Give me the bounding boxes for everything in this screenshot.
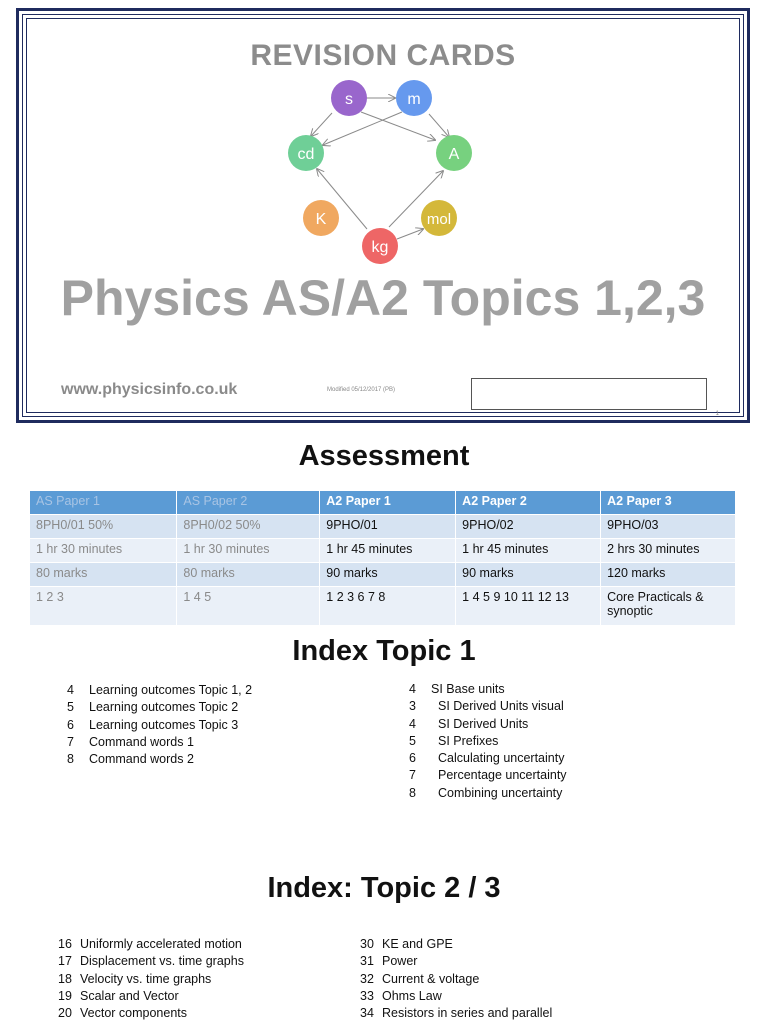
unit-a-label: A xyxy=(448,146,460,163)
page-ref: 8 xyxy=(67,752,74,767)
item-label: Command words 2 xyxy=(89,752,194,767)
page-number: 1 xyxy=(715,411,719,417)
index-topic-2-3-right-list xyxy=(360,936,552,1022)
list-item xyxy=(58,971,244,988)
list-item xyxy=(409,750,567,767)
item-label: Uniformly accelerated motion xyxy=(80,937,242,951)
table-cell: 80 marks xyxy=(30,563,177,587)
page-ref: 33 xyxy=(360,988,374,1003)
arrow-m-cd xyxy=(323,112,402,145)
table-cell: 80 marks xyxy=(177,563,320,587)
item-label: Command words 1 xyxy=(89,734,194,749)
item-label: Learning outcomes Topic 2 xyxy=(89,700,239,715)
table-cell: 1 4 5 9 10 11 12 13 xyxy=(456,587,601,626)
table-row xyxy=(30,587,736,626)
table-row xyxy=(30,563,736,587)
list-item xyxy=(67,734,252,751)
unit-m-label: m xyxy=(407,91,421,108)
list-item xyxy=(409,785,567,802)
page-ref: 7 xyxy=(67,734,74,749)
modified-date: Modified 05/12/2017 (PB) xyxy=(327,387,396,393)
index-topic-1-right-list xyxy=(409,681,567,802)
list-item xyxy=(409,716,567,733)
unit-cd-label: cd xyxy=(297,146,315,163)
item-label: Power xyxy=(382,954,418,969)
list-item xyxy=(360,988,552,1005)
table-cell: 8PH0/01 50% xyxy=(30,515,177,539)
table-cell: 90 marks xyxy=(456,563,601,587)
table-row xyxy=(30,539,736,563)
unit-s-node xyxy=(331,80,367,116)
item-label: Velocity vs. time graphs xyxy=(80,971,212,986)
page-ref: 20 xyxy=(58,1006,72,1021)
index-topic-1-heading: Index Topic 1 xyxy=(292,635,476,667)
column-header: A2 Paper 3 xyxy=(601,491,736,515)
column-header: A2 Paper 2 xyxy=(456,491,601,515)
list-item xyxy=(67,717,252,734)
table-cell: 1 hr 30 minutes xyxy=(30,539,177,563)
index-topic-1-left-list xyxy=(67,682,252,768)
item-label: Percentage uncertainty xyxy=(438,768,567,783)
unit-m-node xyxy=(396,80,432,116)
item-label: Learning outcomes Topic 3 xyxy=(89,717,239,732)
list-item xyxy=(67,699,252,716)
page-ref: 7 xyxy=(409,768,416,783)
page-ref: 32 xyxy=(360,971,374,986)
page-ref: 3 xyxy=(409,699,416,714)
item-label: Current & voltage xyxy=(382,971,480,986)
unit-k-node xyxy=(303,200,339,236)
arrow-m-a xyxy=(429,114,449,137)
cover-card xyxy=(16,8,750,423)
table-cell: 1 4 5 xyxy=(177,587,320,626)
cover-border xyxy=(22,14,744,417)
item-label: Vector components xyxy=(80,1006,188,1021)
table-cell: 1 hr 45 minutes xyxy=(456,539,601,563)
page-ref: 6 xyxy=(409,751,416,766)
column-header: AS Paper 2 xyxy=(177,491,320,515)
page-ref: 34 xyxy=(360,1006,374,1021)
page-ref: 4 xyxy=(409,682,416,696)
table-cell: 8PH0/02 50% xyxy=(177,515,320,539)
si-base-units-diagram xyxy=(27,19,749,414)
page-ref: 19 xyxy=(58,988,72,1003)
table-cell: 9PHO/01 xyxy=(320,515,456,539)
cover-content xyxy=(26,18,740,417)
list-item xyxy=(360,1005,552,1022)
list-item xyxy=(58,1005,244,1022)
revision-cards-title: REVISION CARDS xyxy=(250,39,516,72)
page-ref: 16 xyxy=(58,937,72,951)
list-item xyxy=(67,751,252,768)
page-ref: 30 xyxy=(360,937,374,951)
arrow-s-a xyxy=(361,112,435,140)
list-item xyxy=(409,767,567,784)
page-ref: 31 xyxy=(360,954,374,969)
page-ref: 18 xyxy=(58,971,72,986)
item-label: SI Prefixes xyxy=(438,733,499,748)
page-ref: 8 xyxy=(409,785,416,800)
page-ref: 4 xyxy=(67,683,74,697)
table-cell: 1 hr 45 minutes xyxy=(320,539,456,563)
assessment-table xyxy=(30,491,736,626)
assessment-heading: Assessment xyxy=(298,440,470,472)
index-topic-2-3-heading: Index: Topic 2 / 3 xyxy=(267,872,501,904)
table-cell: 1 2 3 6 7 8 xyxy=(320,587,456,626)
arrow-kg-mol xyxy=(397,229,423,239)
page-ref: 17 xyxy=(58,954,72,969)
table-cell: 9PHO/02 xyxy=(456,515,601,539)
item-label: SI Derived Units visual xyxy=(438,699,564,714)
item-label: Ohms Law xyxy=(382,988,442,1003)
table-header-row xyxy=(30,491,736,515)
website-label: www.physicsinfo.co.uk xyxy=(61,381,238,398)
item-label: SI Derived Units xyxy=(438,716,529,731)
unit-k-label: K xyxy=(315,211,327,228)
table-cell: 2 hrs 30 minutes xyxy=(601,539,736,563)
list-item xyxy=(409,733,567,750)
arrow-s-cd xyxy=(311,113,332,136)
list-item xyxy=(360,936,552,953)
list-item xyxy=(409,681,567,698)
page-ref: 5 xyxy=(67,700,74,715)
unit-s-label: s xyxy=(345,91,353,108)
unit-mol-node xyxy=(421,200,457,236)
list-item xyxy=(360,971,552,988)
table-row xyxy=(30,515,736,539)
unit-mol-label: mol xyxy=(426,211,452,228)
page-ref: 5 xyxy=(409,733,416,748)
unit-kg-label: kg xyxy=(371,239,389,256)
list-item xyxy=(360,953,552,970)
item-label: Combining uncertainty xyxy=(438,785,563,800)
table-cell: 120 marks xyxy=(601,563,736,587)
item-label: SI Base units xyxy=(431,682,505,696)
unit-a-node xyxy=(436,135,472,171)
main-title: Physics AS/A2 Topics 1,2,3 xyxy=(60,270,706,326)
unit-kg-node xyxy=(362,228,398,264)
table-cell: 90 marks xyxy=(320,563,456,587)
page-ref: 6 xyxy=(67,717,74,732)
item-label: Scalar and Vector xyxy=(80,988,179,1003)
name-box xyxy=(471,378,707,410)
index-topic-2-3-left-list xyxy=(58,936,244,1022)
item-label: Calculating uncertainty xyxy=(438,751,565,766)
table-cell: 1 2 3 xyxy=(30,587,177,626)
list-item xyxy=(409,698,567,715)
item-label: Learning outcomes Topic 1, 2 xyxy=(89,683,253,697)
table-cell: 9PHO/03 xyxy=(601,515,736,539)
column-header: AS Paper 1 xyxy=(30,491,177,515)
unit-cd-node xyxy=(288,135,324,171)
table-cell: Core Practicals & synoptic xyxy=(601,587,736,626)
list-item xyxy=(58,936,244,953)
page-ref: 4 xyxy=(409,716,416,731)
item-label: Displacement vs. time graphs xyxy=(80,954,244,969)
list-item xyxy=(58,988,244,1005)
list-item xyxy=(67,682,252,699)
item-label: KE and GPE xyxy=(382,937,453,951)
item-label: Resistors in series and parallel xyxy=(382,1006,553,1021)
column-header: A2 Paper 1 xyxy=(320,491,456,515)
table-cell: 1 hr 30 minutes xyxy=(177,539,320,563)
list-item xyxy=(58,953,244,970)
